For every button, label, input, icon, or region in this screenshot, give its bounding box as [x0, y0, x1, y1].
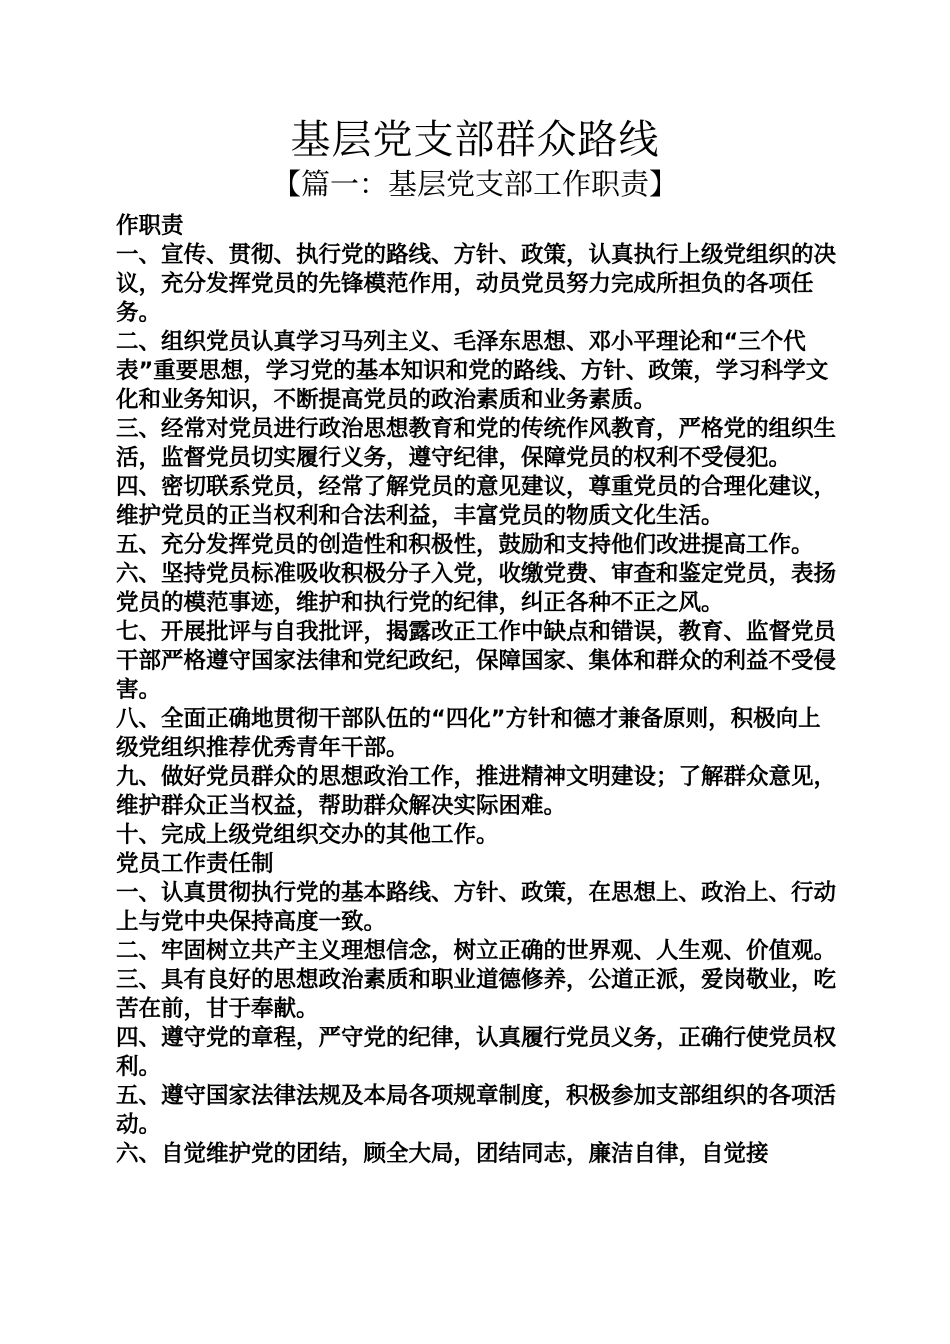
document-title: 基层党支部群众路线 — [290, 117, 660, 163]
paragraph: 一、认真贯彻执行党的基本路线、方针、政策，在思想上、政治上、行动上与党中央保持高度一致。 — [116, 880, 837, 935]
paragraph: 三、具有良好的思想政治素质和职业道德修养，公道正派，爱岗敬业，吃苦在前，甘于奉献。 — [116, 967, 837, 1022]
paragraph: 二、牢固树立共产主义理想信念，树立正确的世界观、人生观、价值观。 — [116, 938, 837, 964]
paragraph: 四、遵守党的章程，严守党的纪律，认真履行党员义务，正确行使党员权利。 — [116, 1025, 837, 1080]
paragraph: 十、完成上级党组织交办的其他工作。 — [116, 822, 499, 848]
paragraph: 四、密切联系党员，经常了解党员的意见建议，尊重党员的合理化建议，维护党员的正当权利和合法利益，丰富党员的物质文化生活。 — [116, 474, 837, 529]
paragraph: 五、充分发挥党员的创造性和积极性，鼓励和支持他们改进提高工作。 — [116, 532, 814, 558]
paragraph: 一、宣传、贯彻、执行党的路线、方针、政策，认真执行上级党组织的决议，充分发挥党员的先锋模范作用，动员党员努力完成所担负的各项任务。 — [116, 242, 837, 326]
paragraph: 七、开展批评与自我批评，揭露改正工作中缺点和错误，教育、监督党员干部严格遵守国家法律和党纪政纪，保障国家、集体和群众的利益不受侵害。 — [116, 619, 837, 703]
paragraph: 六、自觉维护党的团结，顾全大局，团结同志，廉洁自律，自觉接 — [116, 1141, 769, 1167]
document-body — [116, 212, 838, 1169]
paragraph: 五、遵守国家法律法规及本局各项规章制度，积极参加支部组织的各项活动。 — [116, 1083, 837, 1138]
document-subtitle: 【篇一：基层党支部工作职责】 — [271, 167, 678, 201]
section-heading: 党员工作责任制 — [116, 851, 274, 877]
paragraph: 二、组织党员认真学习马列主义、毛泽东思想、邓小平理论和“三个代表”重要思想，学习党的基本知识和党的路线、方针、政策，学习科学文化和业务知识，不断提高党员的政治素质和业务素质。 — [116, 329, 829, 413]
section-heading: 作职责 — [116, 213, 184, 239]
paragraph: 八、全面正确地贯彻干部队伍的“四化”方针和德才兼备原则，积极向上级党组织推荐优秀青年干部。 — [116, 706, 821, 761]
paragraph: 九、做好党员群众的思想政治工作，推进精神文明建设；了解群众意见，维护群众正当权益，帮助群众解决实际困难。 — [116, 764, 837, 819]
paragraph: 三、经常对党员进行政治思想教育和党的传统作风教育，严格党的组织生活，监督党员切实履行义务，遵守纪律，保障党员的权利不受侵犯。 — [116, 416, 837, 471]
paragraph: 六、坚持党员标准吸收积极分子入党，收缴党费、审查和鉴定党员，表扬党员的模范事迹，维护和执行党的纪律，纠正各种不正之风。 — [116, 561, 837, 616]
